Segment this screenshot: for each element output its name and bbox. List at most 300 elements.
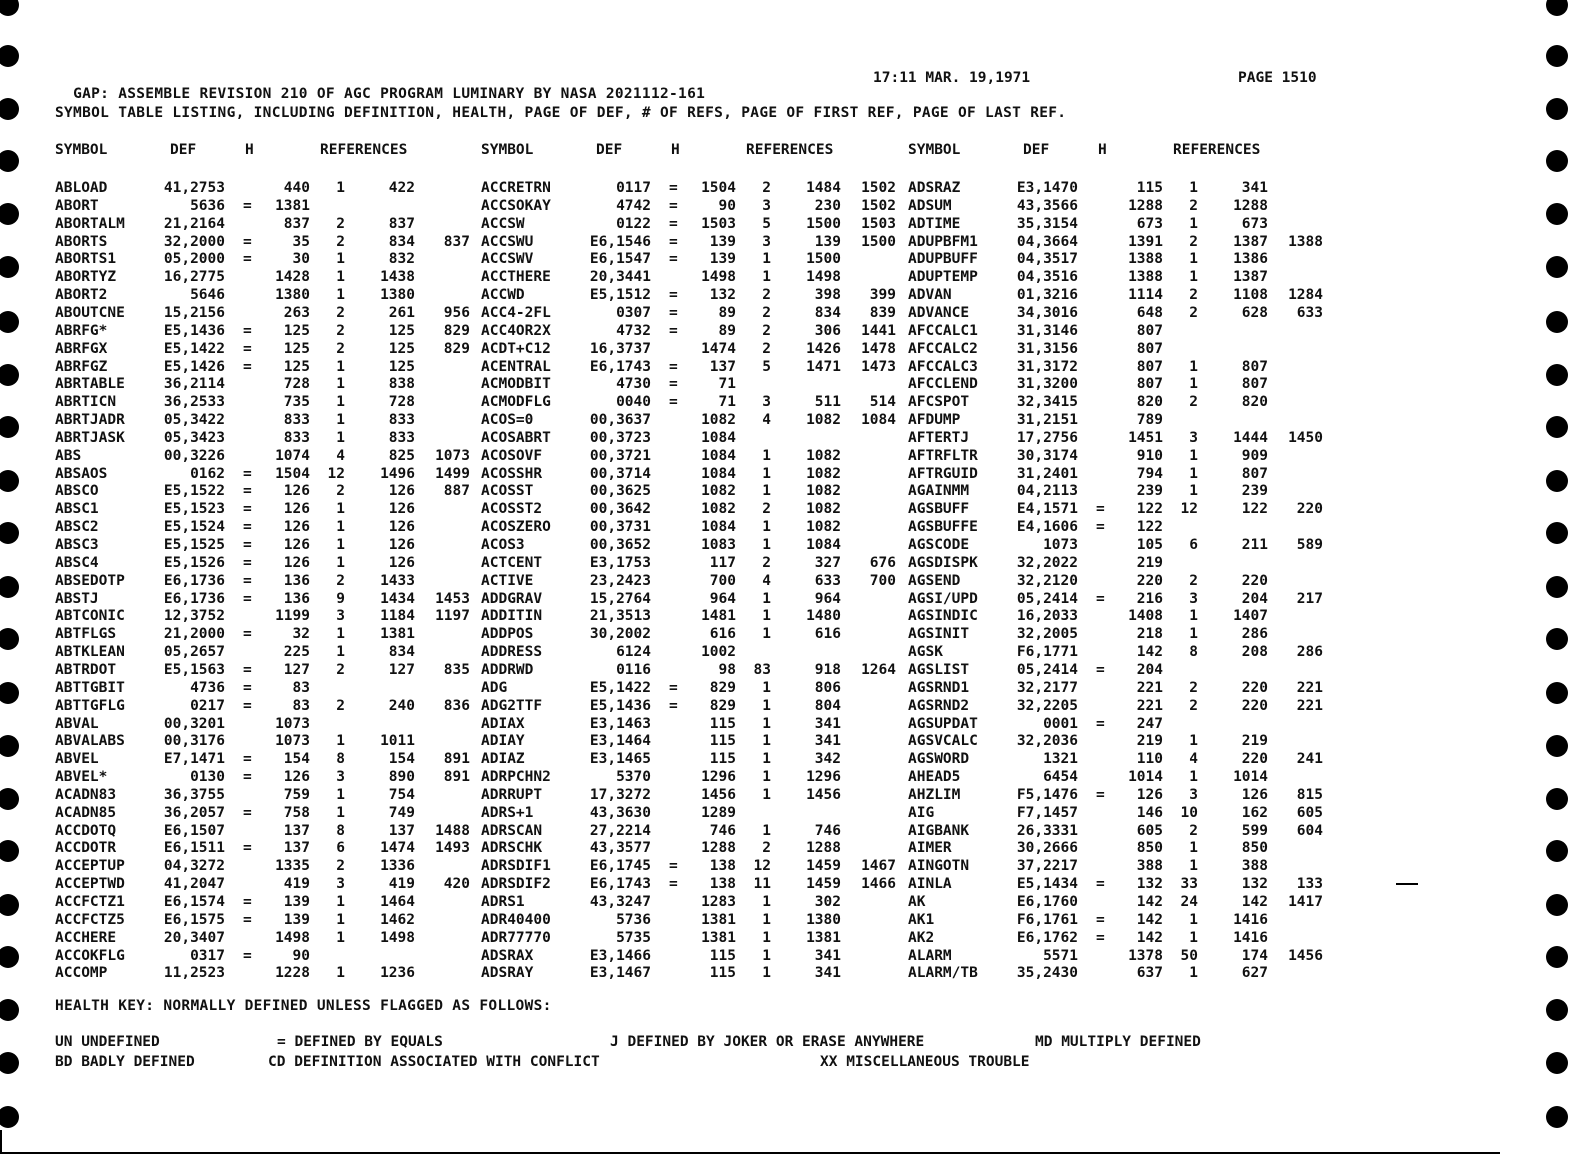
timestamp: 17:11 MAR. 19,1971	[873, 70, 1031, 86]
ref-count-cell: 1	[762, 769, 771, 786]
def-cell: E6,1574	[163, 894, 225, 910]
symbol-cell: ADSRAZ	[908, 180, 961, 196]
symbol-cell: ADSRAX	[481, 947, 534, 964]
table-row	[0, 447, 1582, 465]
first-ref-cell: 599	[1241, 822, 1268, 839]
ref-count-cell: 1	[336, 644, 345, 661]
first-ref-cell: 1500	[806, 215, 841, 232]
def-cell: 05,3423	[163, 429, 225, 446]
def-cell: 1073	[1043, 537, 1078, 553]
def-page-cell: 98	[718, 661, 736, 678]
def-page-cell: 125	[283, 322, 310, 339]
def-cell: E6,1575	[163, 911, 225, 928]
health-cell: =	[669, 251, 678, 268]
def-cell: 41,2047	[163, 876, 225, 893]
last-ref-cell: 1500	[861, 233, 896, 250]
def-page-cell: 32	[292, 626, 310, 643]
def-cell: E5,1563	[163, 661, 225, 678]
first-ref-cell: 1084	[806, 537, 841, 553]
last-ref-cell: 700	[869, 572, 896, 589]
symbol-cell: ABRFG*	[55, 322, 108, 339]
ref-count-cell: 1	[762, 697, 771, 714]
table-row	[0, 179, 1582, 197]
symbol-cell: ABTTGBIT	[55, 679, 125, 696]
first-ref-cell: 1011	[380, 733, 415, 750]
ref-count-cell: 1	[336, 376, 345, 393]
first-ref-cell: 341	[814, 965, 841, 982]
last-ref-cell: 241	[1296, 751, 1323, 768]
def-cell: 4730	[616, 376, 651, 393]
symbol-cell: ACCEPTUP	[55, 858, 125, 875]
first-ref-cell: 807	[1241, 358, 1268, 375]
table-row	[0, 607, 1582, 625]
def-cell: 32,2205	[1016, 697, 1078, 714]
def-cell: 36,2114	[163, 376, 225, 393]
def-page-cell: 125	[283, 358, 310, 375]
symbol-cell: ACTIVE	[481, 572, 534, 589]
symbol-cell: ACENTRAL	[481, 358, 551, 375]
def-page-cell: 1378	[1128, 947, 1163, 964]
last-ref-cell: 956	[443, 304, 470, 321]
def-page-cell: 146	[1136, 804, 1163, 821]
def-cell: 12,3752	[163, 608, 225, 625]
def-page-cell: 1504	[275, 465, 310, 482]
first-ref-cell: 327	[814, 554, 841, 571]
first-ref-cell: 126	[1241, 786, 1268, 803]
symbol-cell: ADIAY	[481, 733, 525, 750]
ref-count-cell: 2	[1189, 679, 1198, 696]
ref-count-cell: 1	[1189, 626, 1198, 643]
def-page-cell: 71	[718, 394, 736, 411]
symbol-cell: AGSWORD	[908, 751, 970, 768]
def-page-cell: 117	[709, 554, 736, 571]
ref-count-cell: 2	[336, 233, 345, 250]
first-ref-cell: 162	[1241, 804, 1268, 821]
last-ref-cell: 1493	[435, 840, 470, 857]
health-cell: =	[243, 679, 252, 696]
ref-count-cell: 1	[336, 894, 345, 910]
symbol-cell: ABSTJ	[55, 590, 99, 607]
def-page-cell: 1083	[701, 537, 736, 553]
first-ref-cell: 511	[814, 394, 841, 411]
health-key-un: UN UNDEFINED	[55, 1034, 160, 1050]
symbol-cell: ABTCONIC	[55, 608, 125, 625]
def-page-cell: 115	[709, 965, 736, 982]
first-ref-cell: 1500	[806, 251, 841, 268]
def-page-cell: 142	[1136, 894, 1163, 910]
def-cell: 41,2753	[163, 180, 225, 196]
def-page-cell: 673	[1136, 215, 1163, 232]
def-cell: E6,1507	[163, 822, 225, 839]
table-row	[0, 482, 1582, 500]
symbol-cell: ABSC2	[55, 519, 99, 536]
last-ref-cell: 1502	[861, 197, 896, 214]
ref-count-cell: 1	[336, 358, 345, 375]
first-ref-cell: 1082	[806, 412, 841, 429]
def-cell: E3,1470	[1016, 180, 1078, 196]
table-row	[0, 322, 1582, 340]
symbol-cell: ACCSW	[481, 215, 525, 232]
ref-count-cell: 2	[762, 554, 771, 571]
symbol-cell: ADR40400	[481, 911, 551, 928]
symbol-cell: ADUPBUFF	[908, 251, 978, 268]
def-page-cell: 122	[1136, 519, 1163, 536]
table-row	[0, 340, 1582, 358]
def-page-cell: 105	[1136, 537, 1163, 553]
def-cell: 43,3577	[589, 840, 651, 857]
def-page-cell: 90	[718, 197, 736, 214]
first-ref-cell: 806	[814, 679, 841, 696]
def-cell: 32,2005	[1016, 626, 1078, 643]
health-cell: =	[669, 358, 678, 375]
health-cell: =	[243, 572, 252, 589]
last-ref-cell: 1450	[1288, 429, 1323, 446]
first-ref-cell: 754	[388, 786, 415, 803]
table-row	[0, 465, 1582, 483]
symbol-cell: ABTTGFLG	[55, 697, 125, 714]
symbol-cell: ABORT2	[55, 287, 108, 304]
def-page-cell: 216	[1136, 590, 1163, 607]
ref-count-cell: 2	[336, 340, 345, 357]
def-page-cell: 794	[1136, 465, 1163, 482]
first-ref-cell: 616	[814, 626, 841, 643]
ref-count-cell: 1	[336, 180, 345, 196]
def-cell: 4732	[616, 322, 651, 339]
health-cell: =	[243, 911, 252, 928]
last-ref-cell: 221	[1296, 679, 1323, 696]
def-page-cell: 142	[1136, 929, 1163, 946]
def-cell: E6,1547	[589, 251, 651, 268]
ref-count-cell: 3	[336, 608, 345, 625]
first-ref-cell: 820	[1241, 394, 1268, 411]
last-ref-cell: 1473	[861, 358, 896, 375]
def-header: DEF	[170, 142, 197, 158]
def-header: DEF	[596, 142, 623, 158]
sprocket-hole	[0, 0, 19, 16]
ref-count-cell: 2	[1189, 572, 1198, 589]
symbol-cell: ACCSOKAY	[481, 197, 551, 214]
def-page-cell: 1073	[275, 733, 310, 750]
ref-count-cell: 1	[762, 251, 771, 268]
ref-count-cell: 6	[1189, 537, 1198, 553]
symbol-cell: ACCEPTWD	[55, 876, 125, 893]
def-page-cell: 35	[292, 233, 310, 250]
last-ref-cell: 1478	[861, 340, 896, 357]
symbol-cell: ABRTJASK	[55, 429, 125, 446]
def-page-cell: 126	[283, 537, 310, 553]
def-page-cell: 850	[1136, 840, 1163, 857]
def-page-cell: 1283	[701, 894, 736, 910]
first-ref-cell: 306	[814, 322, 841, 339]
table-row	[0, 590, 1582, 608]
first-ref-cell: 749	[388, 804, 415, 821]
ref-count-cell: 1	[336, 733, 345, 750]
def-page-cell: 616	[709, 626, 736, 643]
first-ref-cell: 825	[388, 447, 415, 464]
first-ref-cell: 1336	[380, 858, 415, 875]
first-ref-cell: 1416	[1233, 911, 1268, 928]
ref-count-cell: 1	[1189, 929, 1198, 946]
symbol-cell: ADDRWD	[481, 661, 534, 678]
symbol-cell: ABSEDOTP	[55, 572, 125, 589]
symbol-cell: ADRS1	[481, 894, 525, 910]
health-cell: =	[243, 554, 252, 571]
first-ref-cell: 341	[814, 715, 841, 732]
def-cell: 6124	[616, 644, 651, 661]
ref-count-cell: 1	[1189, 376, 1198, 393]
first-ref-cell: 1471	[806, 358, 841, 375]
def-cell: E3,1467	[589, 965, 651, 982]
first-ref-cell: 1474	[380, 840, 415, 857]
def-page-cell: 1503	[701, 215, 736, 232]
ref-count-cell: 1	[1189, 608, 1198, 625]
first-ref-cell: 1433	[380, 572, 415, 589]
def-cell: E5,1436	[589, 697, 651, 714]
def-cell: 04,3272	[163, 858, 225, 875]
def-page-cell: 1084	[701, 447, 736, 464]
health-cell: =	[243, 769, 252, 786]
def-cell: 21,3513	[589, 608, 651, 625]
symbol-cell: ABRFGZ	[55, 358, 108, 375]
def-page-cell: 204	[1136, 661, 1163, 678]
ref-count-cell: 1	[1189, 180, 1198, 196]
def-cell: 15,2764	[589, 590, 651, 607]
def-cell: 5646	[190, 287, 225, 304]
def-cell: E5,1512	[589, 287, 651, 304]
ref-count-cell: 4	[762, 412, 771, 429]
table-row	[0, 750, 1582, 768]
def-cell: 31,2401	[1016, 465, 1078, 482]
health-cell: =	[1096, 501, 1105, 518]
def-cell: 36,2057	[163, 804, 225, 821]
references-header: REFERENCES	[746, 142, 834, 158]
first-ref-cell: 1407	[1233, 608, 1268, 625]
symbol-cell: AFCCALC3	[908, 358, 978, 375]
ref-count-cell: 11	[753, 876, 771, 893]
def-cell: F7,1457	[1016, 804, 1078, 821]
def-page-cell: 1084	[701, 465, 736, 482]
symbol-cell: ADVANCE	[908, 304, 970, 321]
last-ref-cell: 1441	[861, 322, 896, 339]
ref-count-cell: 1	[1189, 358, 1198, 375]
ref-count-cell: 1	[336, 519, 345, 536]
def-cell: 34,3016	[1016, 304, 1078, 321]
ref-count-cell: 2	[1189, 822, 1198, 839]
table-row	[0, 304, 1582, 322]
ref-count-cell: 1	[1189, 858, 1198, 875]
def-cell: 00,3637	[589, 412, 651, 429]
def-page-cell: 225	[283, 644, 310, 661]
symbol-cell: ABRTJADR	[55, 412, 125, 429]
ref-count-cell: 3	[1189, 429, 1198, 446]
health-cell: =	[669, 697, 678, 714]
ref-count-cell: 1	[762, 483, 771, 500]
health-key-equals: = DEFINED BY EQUALS	[277, 1034, 443, 1050]
health-cell: =	[243, 626, 252, 643]
def-cell: 5571	[1043, 947, 1078, 964]
def-page-cell: 700	[709, 572, 736, 589]
def-page-cell: 1456	[701, 786, 736, 803]
def-page-cell: 90	[292, 947, 310, 964]
ref-count-cell: 8	[336, 751, 345, 768]
symbol-cell: ALARM/TB	[908, 965, 978, 982]
health-key-joker: J DEFINED BY JOKER OR ERASE ANYWHERE	[610, 1034, 925, 1050]
symbol-cell: ABORT	[55, 197, 99, 214]
def-page-cell: 807	[1136, 358, 1163, 375]
symbol-cell: ACCDOTQ	[55, 822, 117, 839]
symbol-header: SYMBOL	[908, 142, 961, 158]
sprocket-hole	[1546, 0, 1568, 16]
def-page-cell: 137	[283, 822, 310, 839]
symbol-cell: ABSCO	[55, 483, 99, 500]
def-cell: 16,2033	[1016, 608, 1078, 625]
symbol-cell: ADTIME	[908, 215, 961, 232]
first-ref-cell: 1496	[380, 465, 415, 482]
health-cell: =	[1096, 911, 1105, 928]
def-cell: 17,3272	[589, 786, 651, 803]
def-page-cell: 807	[1136, 376, 1163, 393]
def-page-cell: 132	[709, 287, 736, 304]
health-key-md: MD MULTIPLY DEFINED	[1035, 1034, 1201, 1050]
first-ref-cell: 834	[388, 233, 415, 250]
symbol-cell: ACOSZERO	[481, 519, 551, 536]
def-page-cell: 139	[709, 233, 736, 250]
first-ref-cell: 804	[814, 697, 841, 714]
first-ref-cell: 1386	[1233, 251, 1268, 268]
last-ref-cell: 836	[443, 697, 470, 714]
ref-count-cell: 1	[336, 965, 345, 982]
def-cell: 0001	[1043, 715, 1078, 732]
def-cell: 5736	[616, 911, 651, 928]
def-page-cell: 115	[709, 733, 736, 750]
table-row	[0, 839, 1582, 857]
symbol-cell: AGSVCALC	[908, 733, 978, 750]
sprocket-hole	[1546, 150, 1568, 172]
symbol-cell: ACCHERE	[55, 929, 117, 946]
def-cell: E5,1434	[1016, 876, 1078, 893]
def-page-cell: 221	[1136, 697, 1163, 714]
def-cell: 16,2775	[163, 269, 225, 286]
def-page-cell: 829	[709, 679, 736, 696]
symbol-cell: ACOSOVF	[481, 447, 543, 464]
health-cell: =	[669, 394, 678, 411]
health-cell: =	[1096, 590, 1105, 607]
table-row	[0, 947, 1582, 965]
ref-count-cell: 2	[336, 304, 345, 321]
ref-count-cell: 1	[762, 590, 771, 607]
ref-count-cell: 2	[1189, 697, 1198, 714]
health-cell: =	[243, 465, 252, 482]
first-ref-cell: 341	[814, 733, 841, 750]
first-ref-cell: 1184	[380, 608, 415, 625]
def-cell: 31,3156	[1016, 340, 1078, 357]
first-ref-cell: 126	[388, 483, 415, 500]
symbol-cell: ACCRETRN	[481, 180, 551, 196]
def-cell: 26,3331	[1016, 822, 1078, 839]
symbol-header: SYMBOL	[55, 142, 108, 158]
def-cell: 0130	[190, 769, 225, 786]
symbol-cell: ADSRAY	[481, 965, 534, 982]
def-page-cell: 89	[718, 304, 736, 321]
symbol-cell: AFCCALC1	[908, 322, 978, 339]
symbol-cell: ACCWD	[481, 287, 525, 304]
def-cell: 1321	[1043, 751, 1078, 768]
symbol-cell: ABLOAD	[55, 180, 108, 196]
def-cell: 35,3154	[1016, 215, 1078, 232]
last-ref-cell: 829	[443, 322, 470, 339]
health-cell: =	[243, 590, 252, 607]
def-cell: E6,1760	[1016, 894, 1078, 910]
health-cell: =	[243, 340, 252, 357]
def-page-cell: 648	[1136, 304, 1163, 321]
symbol-cell: ABRTABLE	[55, 376, 125, 393]
def-cell: 00,3625	[589, 483, 651, 500]
first-ref-cell: 918	[814, 661, 841, 678]
def-cell: E4,1606	[1016, 519, 1078, 536]
def-cell: E3,1465	[589, 751, 651, 768]
def-cell: E5,1522	[163, 483, 225, 500]
table-row	[0, 215, 1582, 233]
ref-count-cell: 1	[762, 269, 771, 286]
symbol-cell: ADRSCAN	[481, 822, 543, 839]
symbol-cell: ADUPTEMP	[908, 269, 978, 286]
symbol-cell: AGSI/UPD	[908, 590, 978, 607]
table-row	[0, 286, 1582, 304]
def-page-cell: 440	[283, 180, 310, 196]
def-cell: 05,2000	[163, 251, 225, 268]
last-ref-cell: 604	[1296, 822, 1323, 839]
symbol-cell: ADDGRAV	[481, 590, 543, 607]
last-ref-cell: 1197	[435, 608, 470, 625]
def-cell: E5,1422	[163, 340, 225, 357]
first-ref-cell: 1462	[380, 911, 415, 928]
health-cell: =	[243, 358, 252, 375]
def-page-cell: 142	[1136, 911, 1163, 928]
def-page-cell: 1381	[701, 929, 736, 946]
ref-count-cell: 1	[1189, 251, 1198, 268]
def-cell: 4736	[190, 679, 225, 696]
sprocket-hole	[1546, 1052, 1568, 1074]
first-ref-cell: 302	[814, 894, 841, 910]
def-cell: F6,1771	[1016, 644, 1078, 661]
ref-count-cell: 83	[753, 661, 771, 678]
def-cell: 6454	[1043, 769, 1078, 786]
def-cell: E3,1466	[589, 947, 651, 964]
ref-count-cell: 1	[762, 786, 771, 803]
symbol-cell: ABRTICN	[55, 394, 117, 411]
def-cell: 00,3201	[163, 715, 225, 732]
def-cell: 37,2217	[1016, 858, 1078, 875]
def-page-cell: 126	[283, 554, 310, 571]
def-page-cell: 1289	[701, 804, 736, 821]
health-cell: =	[669, 322, 678, 339]
last-ref-cell: 589	[1296, 537, 1323, 553]
table-row	[0, 625, 1582, 643]
def-cell: E7,1471	[163, 751, 225, 768]
def-cell: E5,1436	[163, 322, 225, 339]
symbol-cell: ACADN85	[55, 804, 117, 821]
last-ref-cell: 605	[1296, 804, 1323, 821]
first-ref-cell: 1480	[806, 608, 841, 625]
def-page-cell: 1074	[275, 447, 310, 464]
ref-count-cell: 2	[762, 501, 771, 518]
ref-count-cell: 3	[336, 769, 345, 786]
def-page-cell: 154	[283, 751, 310, 768]
health-cell: =	[243, 894, 252, 910]
first-ref-cell: 126	[388, 554, 415, 571]
symbol-cell: ALARM	[908, 947, 952, 964]
last-ref-cell: 1388	[1288, 233, 1323, 250]
